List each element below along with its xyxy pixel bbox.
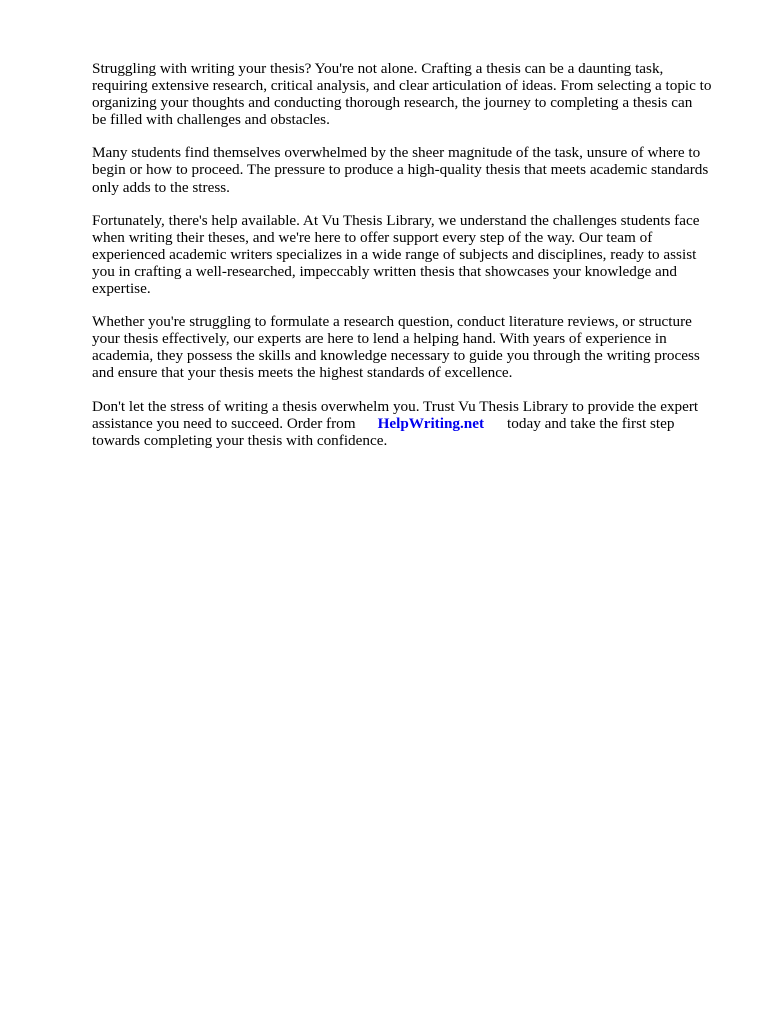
text-line: Whether you're struggling to formulate a research question, conduct literature reviews, or structure [92,313,692,331]
paragraph-help-available [92,212,732,297]
text-line: only adds to the stress. [92,178,230,196]
text-line: be filled with challenges and obstacles. [92,111,330,129]
closing-text-after-link: today and take the first step [507,414,675,432]
text-line: towards completing your thesis with confidence. [92,431,388,449]
text-line: Fortunately, there's help available. At Vu Thesis Library, we understand the challenges students face [92,211,700,229]
text-line: when writing their theses, and we're here to offer support every step of the way. Our team of [92,228,653,246]
text-line: Struggling with writing your thesis? You're not alone. Crafting a thesis can be a daunting task, [92,60,664,77]
text-line: and ensure that your thesis meets the highest standards of excellence. [92,364,513,382]
paragraph-experts [92,313,732,381]
text-line: Don't let the stress of writing a thesis overwhelm you. Trust Vu Thesis Library to provide the expert [92,397,699,415]
text-line: you in crafting a well-researched, impeccably written thesis that showcases your knowledge and [92,262,677,280]
paragraph-overwhelmed [92,144,732,195]
paragraph-closing [92,398,732,449]
text-line: expertise. [92,280,151,298]
document-body [92,60,732,465]
text-line-with-link [92,415,732,432]
text-line: academia, they possess the skills and knowledge necessary to guide you through the writing process [92,347,700,365]
closing-text-before-link: assistance you need to succeed. Order from [92,414,356,432]
text-line: experienced academic writers specializes in a wide range of subjects and disciplines, ready to assist [92,245,697,263]
paragraph-intro [92,60,732,128]
text-line: your thesis effectively, our experts are here to lend a helping hand. With years of experience in [92,330,667,348]
text-line: requiring extensive research, critical analysis, and clear articulation of ideas. From selecting a topic to [92,77,712,95]
text-line: Many students find themselves overwhelmed by the sheer magnitude of the task, unsure of where to [92,144,701,162]
text-line: organizing your thoughts and conducting thorough research, the journey to completing a thesis can [92,94,693,112]
helpwriting-link[interactable]: HelpWriting.net [377,414,485,432]
text-line: begin or how to proceed. The pressure to produce a high-quality thesis that meets academic standards [92,161,709,179]
